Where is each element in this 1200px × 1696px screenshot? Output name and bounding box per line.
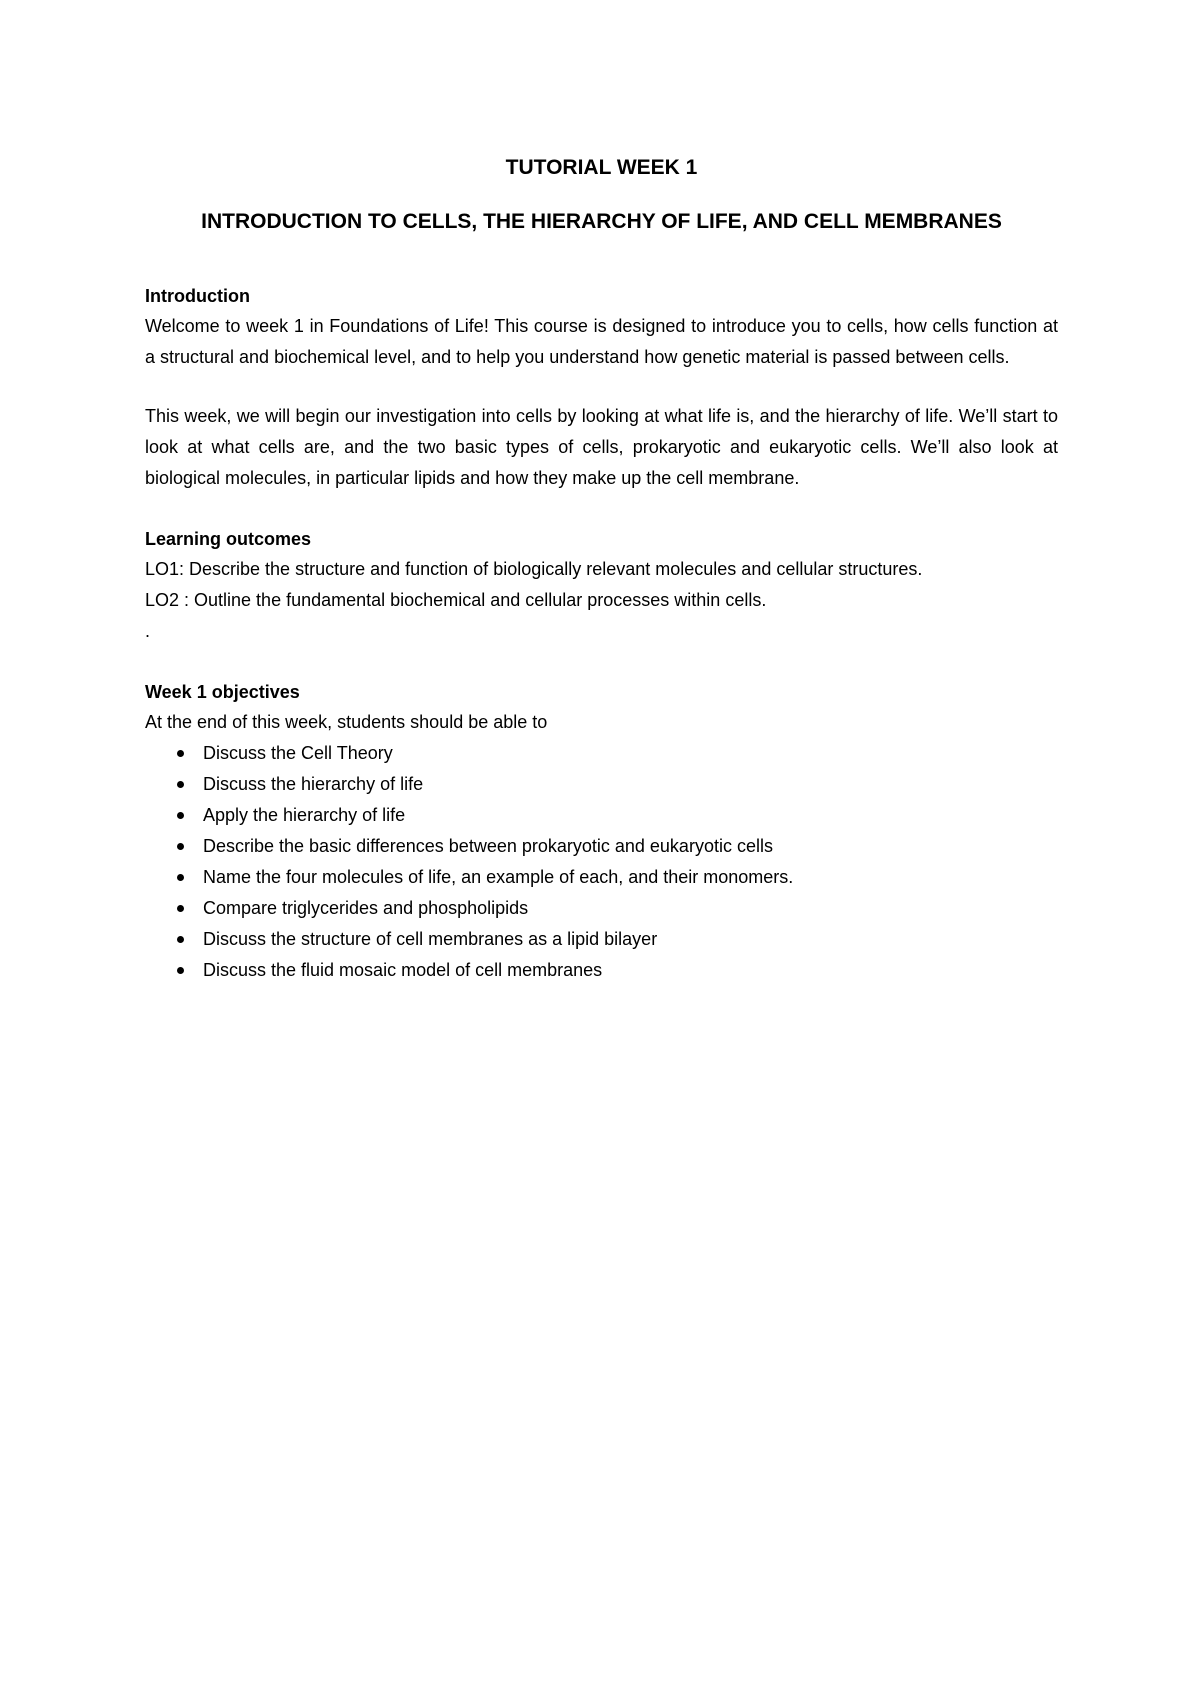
list-item-text: Name the four molecules of life, an example of each, and their monomers. [203,867,794,887]
objectives-heading: Week 1 objectives [145,682,300,702]
document-page [145,145,1058,986]
learning-outcomes-section [145,524,1058,647]
bullet-icon [177,781,184,788]
bullet-icon [177,967,184,974]
learning-outcome-1: LO1: Describe the structure and function of biologically relevant molecules and cellular structures. [145,559,923,579]
introduction-paragraph-1: Welcome to week 1 in Foundations of Life! This course is designed to introduce you to cells, how cells function at a structural and biochemical level, and to help you understand how genetic material is passed between cells. [145,316,1058,367]
document-title: TUTORIAL WEEK 1 [505,156,698,179]
bullet-icon [177,905,184,912]
learning-outcomes-heading: Learning outcomes [145,529,312,549]
list-item-text: Discuss the hierarchy of life [203,774,424,794]
list-item-text: Discuss the fluid mosaic model of cell membranes [203,960,603,980]
list-item [203,769,1058,800]
list-item [203,800,1058,831]
introduction-section [145,281,1058,494]
list-item [203,862,1058,893]
document-subtitle: INTRODUCTION TO CELLS, THE HIERARCHY OF LIFE, AND CELL MEMBRANES [201,210,1002,233]
bullet-icon [177,936,184,943]
objectives-list [145,738,1058,986]
paragraph-spacer [145,373,1058,401]
objectives-section [145,677,1058,986]
objectives-intro: At the end of this week, students should be able to [145,712,548,732]
list-item-text: Apply the hierarchy of life [203,805,406,825]
bullet-icon [177,843,184,850]
list-item [203,955,1058,986]
learning-outcome-2: LO2 : Outline the fundamental biochemical and cellular processes within cells. [145,590,767,610]
list-item [203,831,1058,862]
bullet-icon [177,874,184,881]
list-item-text: Discuss the Cell Theory [203,743,393,763]
list-item [203,738,1058,769]
introduction-heading: Introduction [145,286,250,306]
list-item [203,893,1058,924]
bullet-icon [177,750,184,757]
list-item-text: Describe the basic differences between prokaryotic and eukaryotic cells [203,836,773,856]
bullet-icon [177,812,184,819]
introduction-paragraph-2: This week, we will begin our investigation into cells by looking at what life is, and the hierarchy of life. We’ll start to look at what cells are, and the two basic types of cells, prokaryotic and eukaryotic cells. We’ll also look at biological molecules, in particular lipids and how they make up the cell membrane. [145,406,1058,488]
list-item [203,924,1058,955]
trailing-period: . [145,621,151,641]
list-item-text: Discuss the structure of cell membranes as a lipid bilayer [203,929,658,949]
list-item-text: Compare triglycerides and phospholipids [203,898,529,918]
